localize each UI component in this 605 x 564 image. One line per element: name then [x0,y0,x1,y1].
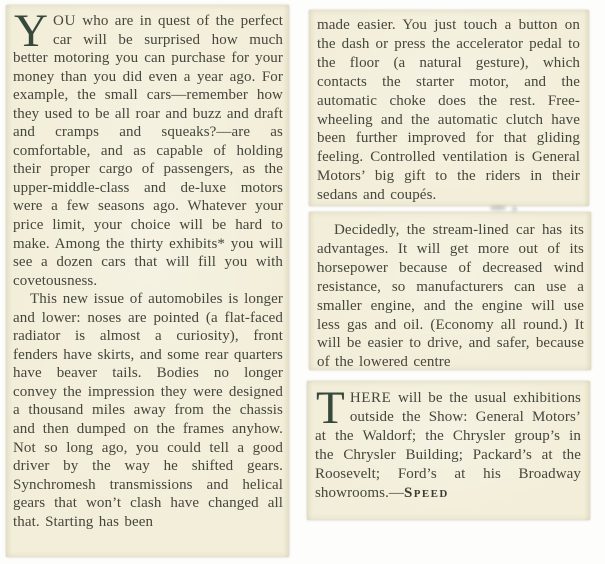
author-signature: Speed [404,484,449,501]
lead-caps-ou: OU [53,13,76,29]
dropcap-t: T [316,382,345,434]
paragraph-new-issue: This new issue of automobiles is longer and lower: noses are pointed (a flat-faced radiator is almost a curiosity), front fenders have skirts, and some rear quarters have beaver tails. Bodies no longer convey the impression they were designed a thousand miles away from the chassis and then dumped on the frames anyhow. Not so long ago, you could tell a good driver by the way he shifted gears. Synchromesh transmissions and helical gears that won’t clash have changed all that. Starting has been [13,291,283,530]
lead-caps-here: HERE [349,390,392,406]
scan-artifact [490,206,506,210]
dropcap-y: Y [14,5,49,57]
right-column-scan-middle [309,212,591,370]
left-column-scan [6,5,289,557]
paragraph-there-will [315,382,581,502]
paragraph-you-quest [13,5,283,290]
paragraph-made-easier: made easier. You just touch a button on the dash or press the accelerator pedal to the floor (a natural gesture), which contacts the starter motor, and the automatic choke does the rest. Free-wheeling and the automatic clutch have been further improved for that gliding feeling. Controlled ventilation is General Motors’ big gift to the riders in their sedans and coupés. [317,17,580,204]
right-column-scan-top [309,10,589,206]
scan-artifact [512,207,517,211]
paragraph-decidedly: Decidedly, the stream-lined car has its advantages. It will get more out of its horsepower because of decreased wind resistance, so manufacturers can use a smaller engine, and the engine will use less gas and oil. (Economy all round.) It will be easier to drive, and safer, because of the lowered centre [317,222,584,370]
paragraph-there-will-text: will be the usual exhibitions outside the Show: General Motors’ at the Waldorf; the Chrysler group’s in the Chrysler Building; Packard’s at the Roosevelt; Ford’s at his Broadway showrooms.— [315,390,581,501]
paragraph-you-quest-text: who are in quest of the perfect car will be surprised how much better motoring you can purchase for your money than you did even a year ago. For example, the small cars—remember how they used to be all roar and buzz and draft and cramps and squeaks?—are as comfortable, and as capable of holding their proper cargo of passengers, as the upper-middle-class and de-luxe motors were a few seasons ago. Whatever your price limit, your choice will be hard to make. Among the thirty exhibits* you will see a dozen cars that will fill you with covetousness. [13,13,283,289]
right-column-scan-bottom [307,381,590,520]
